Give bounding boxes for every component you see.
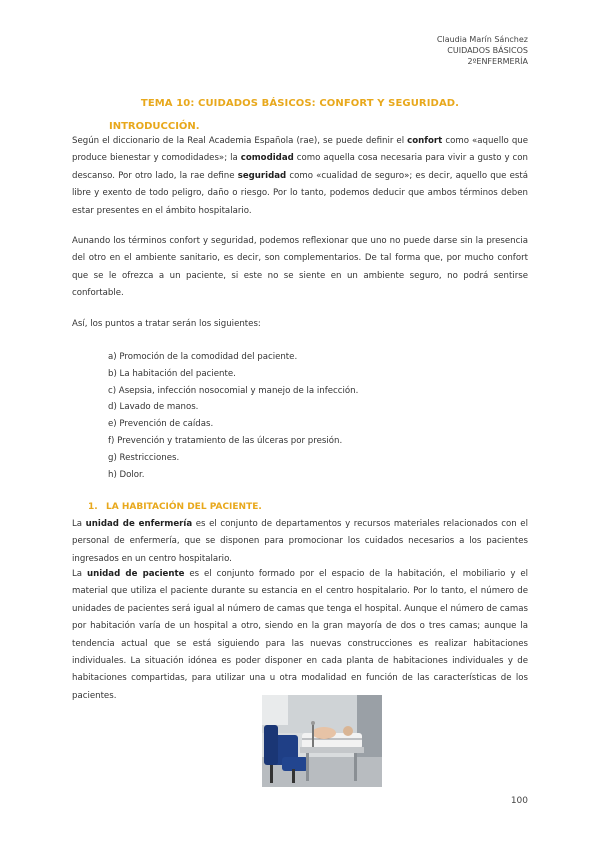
section-1-heading [88, 502, 262, 512]
section-1-paragraph-1: La unidad de enfermería es el conjunto de departamentos y recursos materiales relacionados con el personal de enfermería, que se disponen para promocionar los cuidados necesarios a los pacientes ingresados en un centro hospitalario. [72, 519, 528, 564]
term-confort: confort [407, 136, 443, 146]
topics-list [108, 349, 358, 483]
list-item: c) Asepsia, infección nosocomial y manejo de la infección. [108, 385, 359, 396]
section-number: 1. [88, 502, 98, 512]
header-author: Claudia Marín Sánchez [436, 35, 528, 44]
section-title: LA HABITACIÓN DEL PACIENTE. [106, 502, 262, 512]
list-item: h) Dolor. [108, 469, 145, 480]
page-title: TEMA 10: CUIDADOS BÁSICOS: CONFORT Y SEGURIDAD. [140, 98, 460, 109]
list-item: g) Restricciones. [108, 452, 180, 463]
list-item: a) Promoción de la comodidad del paciente. [108, 352, 298, 362]
term-comodidad: comodidad [240, 153, 294, 164]
intro-paragraph-2: Aunando los términos confort y seguridad, podemos reflexionar que uno no puede darse sin la presencia del otro en el ambiente sanitario, es decir, son complementarios. De tal forma que, por mucho confort que se le ofrezca a un paciente, si este no se siente en un ambiente seguro, no podrá sentirse confortable. [72, 236, 528, 299]
running-header [437, 34, 528, 67]
list-item: b) La habitación del paciente. [108, 368, 236, 379]
intro-paragraph-1: Según el diccionario de la Real Academia Española (rae), se puede definir el confort como «aquello que produce bienestar y comodidades»; la comodidad como aquella cosa necesaria para vivir a gusto y con descanso. Por otro lado, la rae define seguridad como «cualidad de seguro»; es decir, aquello que está libre y exento de todo peligro, daño o riesgo. Por lo tanto, podemos deducir que ambos términos deben estar presentes en el ámbito hospitalario. [72, 136, 529, 216]
intro-heading: INTRODUCCIÓN. [109, 121, 200, 132]
header-subject: CUIDADOS BÁSICOS [447, 46, 528, 55]
hospital-room-photo [262, 695, 382, 787]
header-course: 2ºENFERMERÍA [467, 57, 528, 66]
term-unidad-paciente: unidad de paciente [86, 569, 185, 579]
list-item: f) Prevención y tratamiento de las úlceras por presión. [108, 435, 343, 446]
list-item: d) Lavado de manos. [108, 402, 199, 413]
term-unidad-enfermeria: unidad de enfermería [85, 519, 193, 529]
list-item: e) Prevención de caídas. [108, 419, 214, 430]
page-number: 100 [510, 796, 528, 806]
term-seguridad: seguridad [237, 170, 287, 181]
intro-paragraph-3: Así, los puntos a tratar serán los siguientes: [72, 319, 261, 329]
section-1-paragraph-2: La unidad de paciente es el conjunto formado por el espacio de la habitación, el mobiliario y el material que utiliza el paciente durante su estancia en el centro hospitalario. Por lo tanto, el número de unidades de pacientes será igual al número de camas que tenga el hospital. Aunque el número de camas por habitación varía de un hospital a otro, siendo en la gran mayoría de dos o tres camas; aunque la tendencia actual que se está siguiendo para las nuevas construcciones es realizar habitaciones individuales. La situación idónea es poder disponer en cada planta de habitaciones individuales y de habitaciones compartidas, para utilizar una u otra modalidad en función de las características de los pacientes. [72, 569, 528, 701]
